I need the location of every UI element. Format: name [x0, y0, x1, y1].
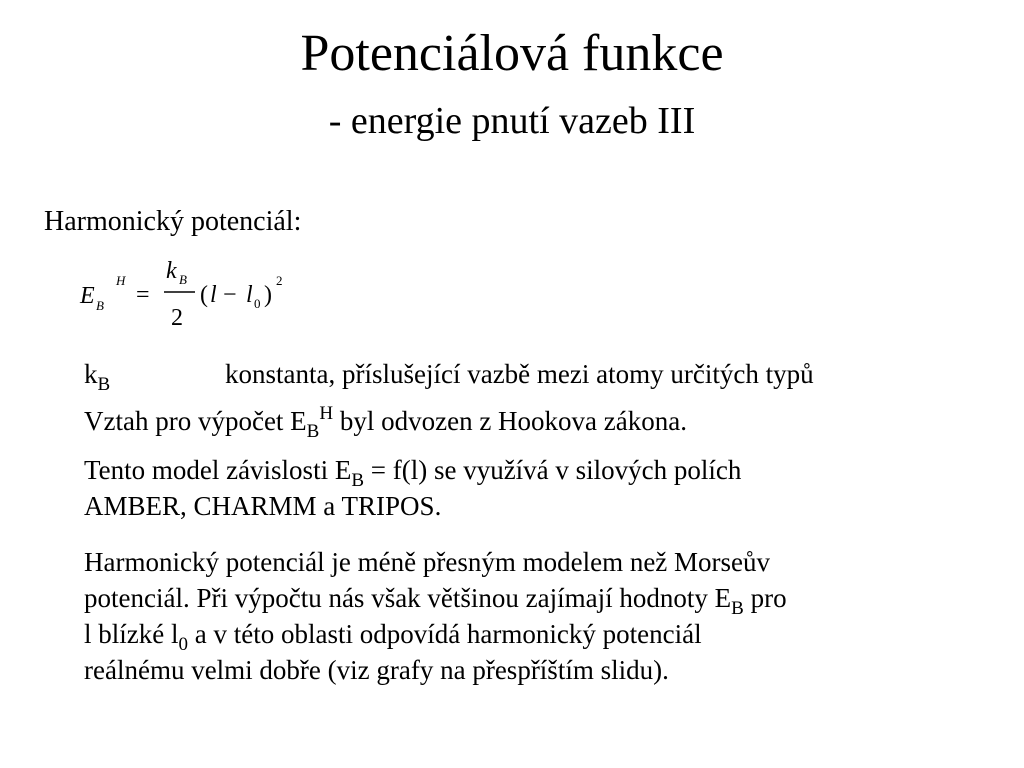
section-heading: Harmonický potenciál: [44, 206, 302, 237]
formula-lhs-sup: H [116, 273, 126, 288]
formula-lhs-base: E [80, 283, 95, 309]
formula-var-l0: l [246, 282, 253, 308]
formula-exponent: 2 [276, 273, 283, 288]
kb-definition [84, 356, 111, 395]
formula-num-base: k [166, 258, 177, 284]
formula-var-l: l [210, 282, 217, 308]
slide-subtitle: - energie pnutí vazeb III [328, 100, 696, 142]
formula-denominator: 2 [171, 305, 183, 331]
kb-description: konstanta, příslušející vazbě mezi atomy určitých typů [225, 359, 814, 389]
paragraph-morse-comparison: Harmonický potenciál je méně přesným modelem než Morseův potenciál. Při výpočtu nás však většinou zajímají hodnoty $E_B$ pro l blízké $l_0$ a v této oblasti odpovídá harmonický potenciál reálnému velmi dobře (viz grafy na přespříštím slidu). [84, 547, 787, 685]
formula-var-l0-sub: 0 [254, 296, 261, 311]
kb-symbol: $k_B$ [84, 359, 111, 395]
formula-paren-open: ( [200, 282, 208, 308]
slide-title: Potenciálová funkce [300, 25, 724, 82]
formula-lhs-sub: B [96, 298, 104, 313]
paragraph-force-fields: Tento model závislosti $E_B = f(l)$ se využívá v silových polích AMBER, CHARMM a TRIPOS. [84, 455, 742, 521]
formula-paren-close: ) [264, 282, 272, 308]
formula-num-sub: B [179, 272, 187, 287]
paragraph-hooke: Vztah pro výpočet $E_B^H$ byl odvozen z Hookova zákona. [84, 403, 687, 442]
harmonic-formula [80, 258, 310, 334]
formula-equals: = [136, 282, 150, 308]
formula-minus: − [223, 282, 237, 308]
